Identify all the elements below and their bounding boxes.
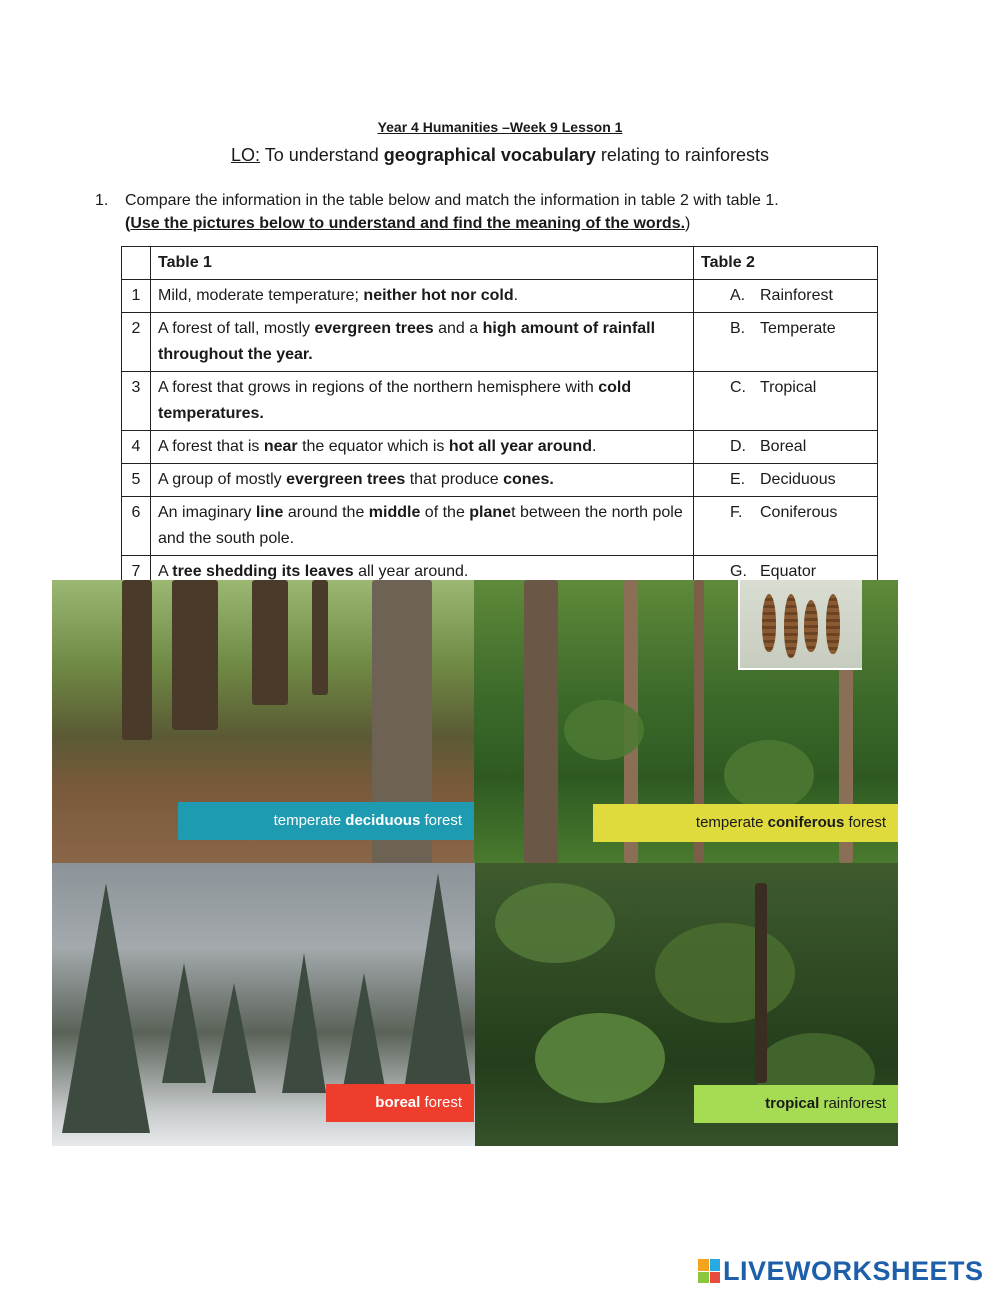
definition-text: around the	[283, 504, 369, 521]
definition-keyword: cold temperatures.	[158, 379, 632, 422]
label-post: forest	[420, 1094, 462, 1111]
definition-keyword: plane	[469, 504, 512, 521]
label-pre: temperate	[273, 812, 346, 829]
definition-text: A forest of tall, mostly	[158, 320, 315, 337]
row-number: 3	[122, 372, 151, 431]
definition-keyword: evergreen trees	[286, 471, 406, 488]
option-word: Equator	[760, 563, 817, 580]
question-1	[95, 189, 895, 235]
option-word: Deciduous	[760, 471, 836, 488]
row-number: 6	[122, 497, 151, 556]
forest-photos	[52, 580, 898, 1146]
lo-text-1: To understand	[260, 145, 384, 165]
lo-prefix: LO:	[231, 145, 261, 165]
table-row	[122, 497, 878, 556]
definition-text: the equator which is	[297, 438, 449, 455]
definition-text: t between the north pole and the south pole.	[158, 504, 683, 547]
hint-open: (	[125, 215, 131, 232]
definition-text: A forest that is	[158, 438, 264, 455]
label-pre: temperate	[695, 814, 768, 831]
table-header-row	[122, 247, 878, 280]
definition-text: and a	[433, 320, 483, 337]
option-letter: C.	[730, 379, 746, 396]
row-number: 4	[122, 431, 151, 464]
vocabulary-option-cell	[694, 313, 878, 372]
vocabulary-option-cell	[694, 464, 878, 497]
definition-text: .	[513, 287, 519, 304]
worksheet-title: Year 4 Humanities –Week 9 Lesson 1	[377, 119, 623, 135]
question-text: Compare the information in the table below and match the information in table 2 with table 1.	[125, 192, 779, 209]
table-row	[122, 372, 878, 431]
definition-keyword: cones.	[503, 471, 554, 488]
definition-text: A	[158, 563, 173, 580]
vocabulary-option-cell	[694, 497, 878, 556]
table-2-header: Table 2	[694, 247, 878, 280]
tropical-rainforest-label	[694, 1085, 898, 1123]
definition-keyword: tree shedding its leaves	[172, 563, 354, 580]
definition-text: A forest that grows in regions of the northern hemisphere with	[158, 379, 599, 396]
definition-keyword: line	[255, 504, 284, 521]
definition-cell	[151, 464, 694, 497]
question-hint	[125, 212, 895, 235]
option-word: Tropical	[760, 379, 817, 396]
definition-cell	[151, 497, 694, 556]
option-word: Coniferous	[760, 504, 838, 521]
definition-cell	[151, 431, 694, 464]
liveworksheets-logo-icon	[698, 1259, 720, 1283]
boreal-forest-label	[326, 1084, 474, 1122]
definition-text: of the	[420, 504, 470, 521]
coniferous-forest-label	[593, 804, 898, 842]
label-post: forest	[420, 812, 462, 829]
option-word: Boreal	[760, 438, 807, 455]
definition-keyword: near	[263, 438, 298, 455]
vocabulary-option-cell	[694, 431, 878, 464]
deciduous-forest-label	[178, 802, 474, 840]
definition-keyword: high amount of rainfall throughout the year.	[158, 320, 656, 363]
table-body	[122, 280, 878, 589]
table-1-header: Table 1	[151, 247, 694, 280]
pine-cones-inset	[738, 580, 862, 670]
label-bold: deciduous	[345, 812, 421, 829]
definition-text: An imaginary	[158, 504, 256, 521]
vocabulary-table	[121, 246, 878, 589]
hint-underlined: Use the pictures below to understand and find the meaning of the words.	[130, 215, 686, 232]
option-letter: G.	[730, 563, 747, 580]
option-letter: D.	[730, 438, 746, 455]
table-row	[122, 431, 878, 464]
definition-text: Mild, moderate temperature;	[158, 287, 364, 304]
definition-cell	[151, 313, 694, 372]
brand-name: LIVEWORKSHEETS	[723, 1255, 984, 1286]
label-post: rainforest	[819, 1095, 886, 1112]
option-letter: A.	[730, 287, 746, 304]
lo-bold: geographical vocabulary	[383, 145, 596, 165]
label-post: forest	[844, 814, 886, 831]
option-word: Temperate	[760, 320, 836, 337]
label-bold: coniferous	[767, 814, 845, 831]
option-letter: E.	[730, 471, 746, 488]
question-number: 1.	[95, 192, 109, 209]
definition-keyword: hot all year around	[448, 438, 592, 455]
table-row	[122, 280, 878, 313]
hint-close: )	[685, 215, 691, 232]
definition-cell	[151, 280, 694, 313]
table-row	[122, 464, 878, 497]
row-number: 5	[122, 464, 151, 497]
row-number: 1	[122, 280, 151, 313]
row-number: 2	[122, 313, 151, 372]
vocabulary-option-cell	[694, 372, 878, 431]
label-bold: boreal	[375, 1094, 421, 1111]
header-number-cell	[122, 247, 151, 280]
lo-text-2: relating to rainforests	[595, 145, 769, 165]
option-letter: B.	[730, 320, 746, 337]
row-number: 7	[122, 556, 151, 589]
option-letter: F.	[730, 504, 743, 521]
definition-text: A group of mostly	[158, 471, 287, 488]
learning-objective	[0, 145, 1000, 166]
table-row	[122, 313, 878, 372]
definition-text: all year around.	[353, 563, 469, 580]
option-word: Rainforest	[760, 287, 833, 304]
definition-text: that produce	[405, 471, 504, 488]
definition-keyword: evergreen trees	[314, 320, 434, 337]
definition-cell	[151, 372, 694, 431]
definition-keyword: neither hot nor cold	[363, 287, 514, 304]
liveworksheets-brand[interactable]	[698, 1256, 984, 1286]
label-bold: tropical	[765, 1095, 820, 1112]
definition-text: .	[591, 438, 597, 455]
vocabulary-option-cell	[694, 280, 878, 313]
definition-keyword: middle	[368, 504, 421, 521]
